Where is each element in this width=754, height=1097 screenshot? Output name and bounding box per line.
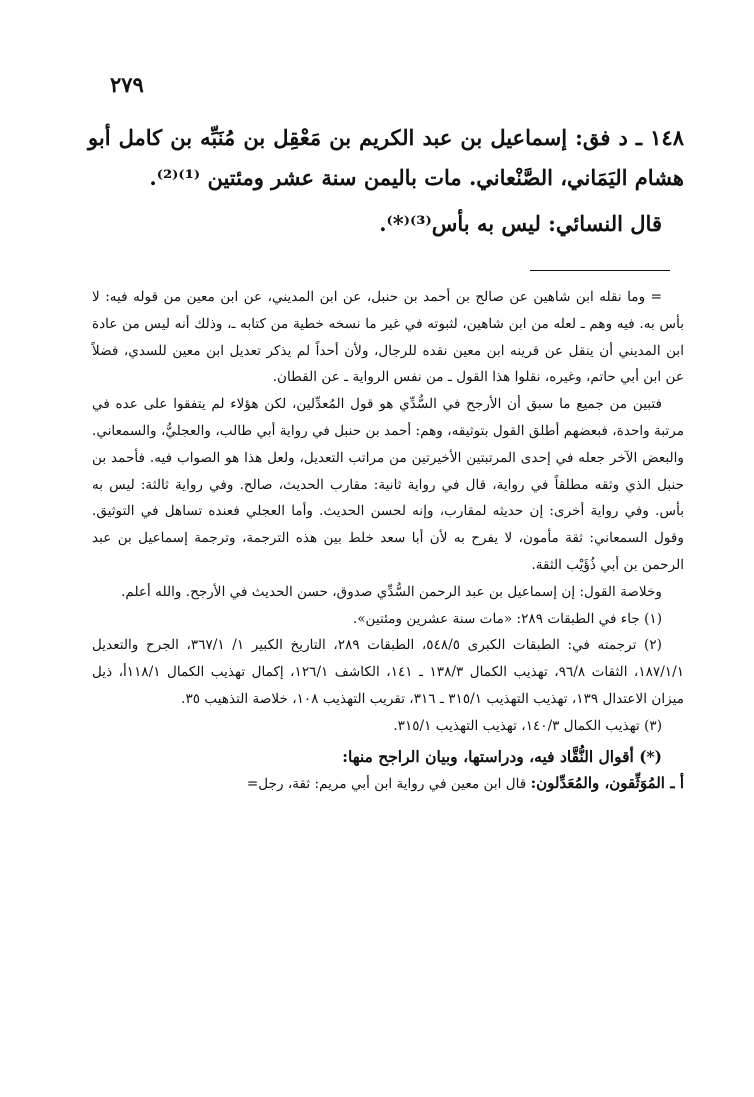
biography-entry — [88, 118, 684, 244]
footnote-divider — [530, 270, 670, 271]
subsection-label: أ ـ المُوَثِّقون، والمُعَدِّلون: — [530, 774, 684, 793]
subsection-text: قال ابن معين في رواية ابن أبي مريم: ثقة، رجل= — [246, 776, 531, 793]
footnotes — [92, 284, 684, 798]
footnote-paragraph: فتبين من جميع ما سبق أن الأرجح في السُّدِّي هو قول المُعدِّلين، لكن هؤلاء لم يتفقوا على عده في مرتبة واحدة، فبعضهم أطلق القول بتوثيقه، وهم: أحمد بن حنبل في رواية أبي طالب، والعجليُّ، والسمعاني. والبعض الآخر جعله في إحدى المرتبتين الأخيرتين من مراتب التعديل، ولعل هذا هو الصواب فيه. فأحمد بن حنبل الذي وثقه مطلقاً في رواية، قال في رواية ثانية: مقارب الحديث، صالح. وفي رواية ثالثة: ليس به بأس. وفي رواية أخرى: إن حديثه لمقارب، وإنه لحسن الحديث. وأما العجلي فعنده تساهل في التوثيق. وقول السمعاني: ثقة مأمون، لا يفرح به لأن أبا سعد خلط بين هذه الترجمة، وترجمة إسماعيل بن عبد الرحمن بن أبي ذُؤَيْب الثقة. — [92, 396, 684, 573]
footnote-2: (٢) ترجمته في: الطبقات الكبرى ٥٤٨/٥، الطبقات ٢٨٩، التاريخ الكبير ١/ ٣٦٧/١، الجرح والتعديل ١٨٧/١/١، الثقات ٩٦/٨، تهذيب الكمال ١٣٨/٣ ـ ١٤١، الكاشف ١٢٦/١، إكمال تهذيب الكمال ١١٨/١أ، ذيل ميزان الاعتدال ١٣٩، تهذيب التهذيب ٣١٥/١ ـ ٣١٦، تقريب التهذيب ١٠٨، خلاصة التذهيب ٣٥. — [92, 637, 684, 707]
critics-heading: (*) أقوال النُّقَّاد فيه، ودراستها، وبيان الراجح منها: — [342, 746, 662, 766]
page-number: ٢٧٩ — [110, 72, 144, 97]
footnote-1: (١) جاء في الطبقات ٢٨٩: «مات سنة عشرين ومئتين». — [352, 610, 662, 627]
footnote-conclusion: وخلاصة القول: إن إسماعيل بن عبد الرحمن السُّدِّي صدوق، حسن الحديث في الأرجح. والله أعلم. — [121, 583, 662, 600]
footnote-continuation: = وما نقله ابن شاهين عن صالح بن أحمد بن حنبل، عن ابن المديني، عن ابن معين من قوله فيه: لا بأس به. فيه وهم ـ لعله من ابن شاهين، لثبوته في غير ما نسخه خطية من كتابه ـ، وذلك أنه ليس من عادة ابن المديني أن ينقل عن قرينه ابن معين نقده للرجال، ولأن أحداً لم يذكر تعديل ابن معين للسدي، فضلاً عن ابن أبي حاتم، وغيره، نقلوا هذا القول ـ من نفس الرواية ـ عن القطان. — [92, 289, 684, 386]
nasai-statement: قال النسائي: ليس به بأس⁽³⁾⁽*⁾. — [379, 211, 662, 236]
critics-subsection — [92, 770, 684, 798]
footnote-3: (٣) تهذيب الكمال ١٤٠/٣، تهذيب التهذيب ٣١٥/١. — [393, 717, 662, 734]
entry-header: ١٤٨ ـ د فق: إسماعيل بن عبد الكريم بن مَعْقِل بن مُنَبِّه بن كامل أبو هشام اليَمَاني، الصَّنْعاني. مات باليمن سنة عشر ومئتين ⁽¹⁾⁽²⁾. — [88, 125, 684, 190]
